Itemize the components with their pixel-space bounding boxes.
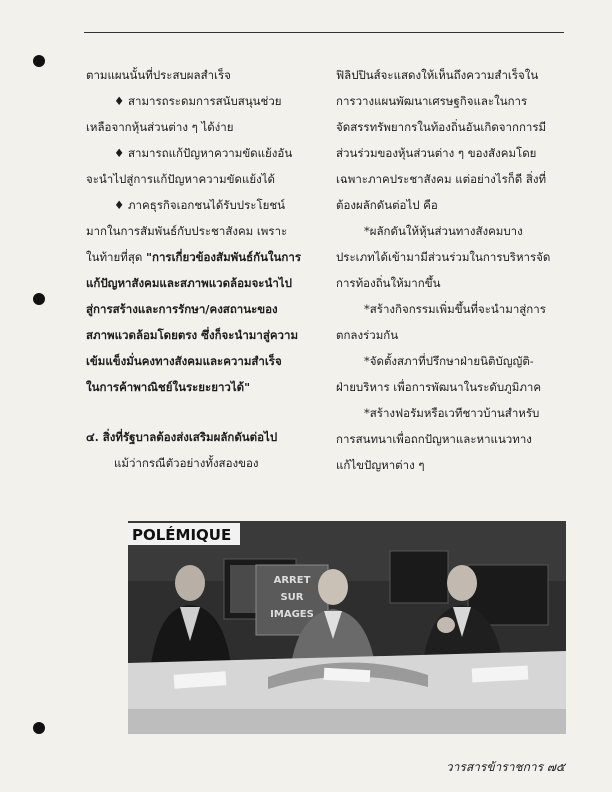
text-line: [86, 244, 310, 270]
papers-right: [472, 666, 529, 683]
screen-text-line: SUR: [280, 592, 304, 603]
bold-quote-line: สภาพแวดล้อมโดยตรง ซึ่งก็จะนำมาสู่ความ: [86, 328, 299, 342]
text-line: จะนำไปสู่การแก้ปัญหาความขัดแย้งได้: [86, 172, 275, 186]
text-line: ฝ่ายบริหาร เพื่อการพัฒนาในระดับภูมิภาค: [336, 380, 542, 394]
text-line: ประเภทได้เข้ามามีส่วนร่วมในการบริหารจัด: [336, 250, 551, 264]
bold-quote-line: เข้มแข็งมั่นคงทางสังคมและความสำเร็จ: [86, 354, 282, 368]
text-line: เหลือจากหุ้นส่วนต่าง ๆ ได้ง่าย: [86, 120, 234, 134]
list-item: *สร้างกิจกรรมเพิ่มขึ้นที่จะนำมาสู่การ: [364, 302, 546, 316]
list-item: *ผลักดันให้หุ้นส่วนทางสังคมบาง: [364, 224, 523, 238]
punch-hole: [33, 55, 45, 67]
text-line: แก้ไขปัญหาต่าง ๆ: [336, 458, 425, 472]
paragraph-gap: [86, 400, 310, 424]
bold-quote-line: สู่การสร้างและการรักษา/คงสถานะของ: [86, 302, 278, 316]
page-footer: วารสารข้าราชการ ๗๕: [445, 760, 565, 774]
bold-quote-line: แก้ปัญหาสังคมและสภาพแวดล้อมจะนำไป: [86, 276, 292, 290]
text-line: ส่วนร่วมของหุ้นส่วนต่าง ๆ ของสังคมโดย: [336, 146, 537, 160]
right-column: [336, 62, 566, 478]
text-line: ตามแผนนั้นที่ประสบผลสำเร็จ: [86, 68, 231, 82]
monitor-right-small: [390, 551, 448, 603]
tv-studio-photo: [128, 521, 566, 734]
text-line: การวางแผนพัฒนาเศรษฐกิจและในการ: [336, 94, 528, 108]
top-rule: [84, 32, 564, 33]
punch-hole: [33, 722, 45, 734]
bold-quote-line: ในการค้าพาณิชย์ในระยะยาวได้": [86, 380, 251, 394]
text-line: มากในการสัมพันธ์กับประชาสังคม เพราะ: [86, 224, 288, 238]
text-line: ฟิลิปปินส์จะแสดงให้เห็นถึงความสำเร็จใน: [336, 68, 539, 82]
text-line: เฉพาะภาคประชาสังคม แต่อย่างไรก็ดี สิ่งที่: [336, 172, 547, 186]
list-item: *จัดตั้งสภาที่ปรึกษาฝ่ายนิติบัญญัติ-: [364, 354, 534, 368]
list-item: *สร้างฟอรัมหรือเวทีชาวบ้านสำหรับ: [364, 406, 540, 420]
photo-drawing: [128, 521, 566, 734]
bold-quote-fragment: "การเกี่ยวข้องสัมพันธ์กันในการ: [145, 250, 302, 264]
bullet-line: ♦ ภาคธุรกิจเอกชนได้รับประโยชน์: [114, 198, 286, 212]
bullet-line: ♦ สามารถแก้ปัญหาความขัดแย้งอัน: [114, 146, 293, 160]
punch-hole: [33, 293, 45, 305]
text-line: การสนทนาเพื่อถกปัญหาและหาแนวทาง: [336, 432, 532, 446]
text-line: ตกลงร่วมกัน: [336, 328, 399, 342]
screen-text-line: ARRET: [273, 575, 311, 586]
studio-sign-text: POLÉMIQUE: [132, 526, 232, 544]
text-line: จัดสรรทรัพยากรในท้องถิ่นอันเกิดจากการมี: [336, 120, 547, 134]
papers-center: [324, 668, 371, 682]
text-line: ต้องผลักดันต่อไป คือ: [336, 198, 438, 212]
bullet-line: ♦ สามารถระดมการสนับสนุนช่วย: [114, 94, 282, 108]
text-line: การท้องถิ่นให้มากขึ้น: [336, 276, 441, 290]
left-column: [86, 62, 310, 476]
screen-text-line: IMAGES: [270, 609, 314, 620]
section-heading: ๔. สิ่งที่รัฐบาลต้องส่งเสริมผลักดันต่อไป: [86, 430, 278, 444]
text-line: แม้ว่ากรณีตัวอย่างทั้งสองของ: [114, 456, 259, 470]
text-fragment: ในท้ายที่สุด: [86, 250, 143, 264]
